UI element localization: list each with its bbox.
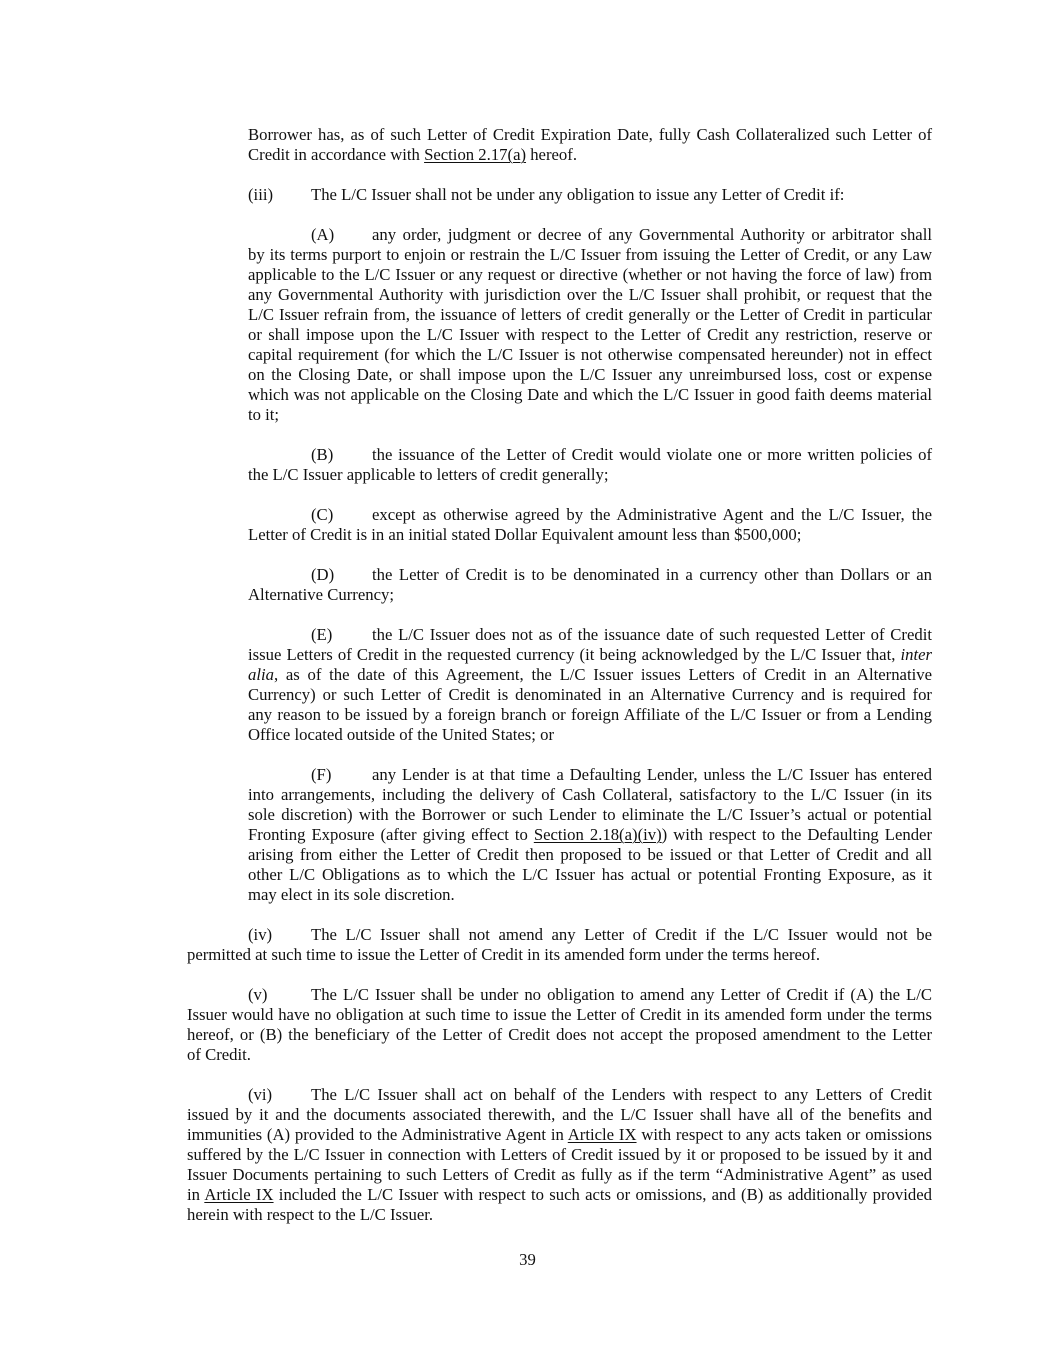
line-text: L/C Issuer refrain from, the issuance of letters of credit generally or the Letter of Credit in particular: [248, 305, 932, 324]
text-line: [187, 985, 932, 1005]
line-text: permitted at such time to issue the Letter of Credit in its amended form under the terms hereof.: [187, 945, 821, 964]
line-text: Issuer Documents pertaining to such Letters of Credit as fully as if the term “Administrative Agent” as used: [187, 1165, 932, 1184]
clause-b: [248, 445, 932, 485]
text-line: [248, 705, 932, 725]
line-text: of Credit.: [187, 1045, 251, 1064]
text-line: [187, 1105, 932, 1125]
text-line: [187, 1185, 932, 1205]
clause-v: [187, 985, 932, 1065]
text-line: [248, 865, 932, 885]
line-text: Alternative Currency;: [248, 585, 394, 604]
clause-marker: (F): [311, 765, 332, 784]
line-text: included the L/C Issuer with respect to such acts or omissions, and (B) as additionally provided: [273, 1185, 932, 1204]
text-line: [187, 1025, 932, 1045]
text-line: [248, 525, 932, 545]
line-text: , as of the date of this Agreement, the L/C Issuer issues Letters of Credit in an Alternative: [273, 665, 932, 684]
line-text: any reason to be issued by a foreign branch or foreign Affiliate of the L/C Issuer or from a Lending: [248, 705, 932, 724]
line-text: any order, judgment or decree of any Governmental Authority or arbitrator shall: [372, 225, 932, 244]
text-line: [187, 1045, 932, 1065]
line-text: hereof, or (B) the beneficiary of the Letter of Credit does not accept the proposed amendment to the Letter: [187, 1025, 932, 1044]
line-text: hereof.: [526, 145, 577, 164]
clause-e: [248, 625, 932, 745]
line-text: the issuance of the Letter of Credit would violate one or more written policies of: [372, 445, 932, 464]
clause-marker: (C): [311, 505, 334, 524]
clause-c: [248, 505, 932, 545]
text-line: [187, 1085, 932, 1105]
line-text: Letter of Credit is in an initial stated Dollar Equivalent amount less than $500,000;: [248, 525, 802, 544]
text-line: [248, 845, 932, 865]
line-text: any Governmental Authority with jurisdiction over the L/C Issuer shall prohibit, or request that the: [248, 285, 932, 304]
line-text: may elect in its sole discretion.: [248, 885, 455, 904]
clause-marker: (v): [248, 985, 268, 1004]
line-text: to it;: [248, 405, 280, 424]
clause-marker: (A): [311, 225, 335, 244]
text-line: [248, 805, 932, 825]
text-line: [248, 625, 932, 645]
text-line: [248, 225, 932, 245]
line-text: The L/C Issuer shall not be under any obligation to issue any Letter of Credit if:: [311, 185, 845, 204]
emphasis-text: alia: [248, 665, 274, 684]
clause-vi: [187, 1085, 932, 1225]
line-text: the Letter of Credit is to be denominated in a currency other than Dollars or an: [372, 565, 932, 584]
clause-marker: (E): [311, 625, 333, 644]
text-line: [248, 645, 932, 665]
line-text: Currency) or such Letter of Credit is denominated in an Alternative Currency and is required for: [248, 685, 932, 704]
text-line: [248, 565, 932, 585]
text-line: [248, 445, 932, 465]
clause-a: [248, 225, 932, 425]
text-line: [248, 405, 932, 425]
line-text: issue Letters of Credit in the requested currency (it being acknowledged by the L/C Issuer that,: [248, 645, 901, 664]
line-text: into arrangements, including the delivery of Cash Collateral, satisfactory to the L/C Issuer (in its: [248, 785, 932, 804]
text-line: [187, 945, 932, 965]
line-text: ) with respect to the Defaulting Lender: [661, 825, 932, 844]
document-body: [0, 125, 1055, 1245]
line-text: applicable to the L/C Issuer or any request or directive (whether or not having the force of law) from: [248, 265, 932, 284]
cross-reference: Article IX: [204, 1185, 274, 1204]
text-line: [248, 285, 932, 305]
line-text: Borrower has, as of such Letter of Credit Expiration Date, fully Cash Collateralized such Letter of: [248, 125, 932, 144]
text-line: [248, 685, 932, 705]
page-number: 39: [519, 1250, 536, 1269]
line-text: Office located outside of the United States; or: [248, 725, 555, 744]
line-text: the L/C Issuer does not as of the issuance date of such requested Letter of Credit: [372, 625, 932, 644]
clause-continuation: [248, 125, 932, 165]
text-line: [187, 1145, 932, 1165]
line-text: with respect to any acts taken or omissions: [636, 1125, 932, 1144]
line-text: on the Closing Date, or shall impose upon the L/C Issuer any unreimbursed loss, cost or expense: [248, 365, 932, 384]
emphasis-text: inter: [900, 645, 932, 664]
text-line: [248, 345, 932, 365]
clause-iv: [187, 925, 932, 965]
cross-reference: Section 2.18(a)(iv): [533, 825, 662, 844]
line-text: by its terms purport to enjoin or restrain the L/C Issuer from issuing the Letter of Credit, or any Law: [248, 245, 932, 264]
line-text: Fronting Exposure (after giving effect to: [248, 825, 534, 844]
clause-f: [248, 765, 932, 905]
line-text: arising from either the Letter of Credit then proposed to be issued or that Letter of Credit and all: [248, 845, 932, 864]
text-line: [248, 785, 932, 805]
cross-reference: Section 2.17(a): [424, 145, 527, 164]
line-text: The L/C Issuer shall be under no obligation to amend any Letter of Credit if (A) the L/C: [311, 985, 932, 1004]
text-line: [248, 125, 932, 145]
line-text: in: [187, 1185, 205, 1204]
text-line: [248, 385, 932, 405]
text-line: [187, 185, 932, 205]
text-line: [187, 925, 932, 945]
line-text: sole discretion) with the Borrower or such Lender to eliminate the L/C Issuer’s actual or potential: [248, 805, 932, 824]
line-text: which was not applicable on the Closing Date and which the L/C Issuer in good faith deems material: [248, 385, 932, 404]
line-text: issued by it and the documents associated therewith, and the L/C Issuer shall have all of the benefits and: [187, 1105, 932, 1124]
clause-iii: [187, 185, 932, 205]
text-line: [187, 1005, 932, 1025]
line-text: any Lender is at that time a Defaulting Lender, unless the L/C Issuer has entered: [372, 765, 932, 784]
text-line: [248, 145, 932, 165]
clause-marker: (B): [311, 445, 334, 464]
text-line: [248, 325, 932, 345]
text-line: [248, 265, 932, 285]
text-line: [187, 1165, 932, 1185]
line-text: The L/C Issuer shall act on behalf of the Lenders with respect to any Letters of Credit: [311, 1085, 932, 1104]
line-text: herein with respect to the L/C Issuer.: [187, 1205, 434, 1224]
clause-marker: (vi): [248, 1085, 273, 1104]
cross-reference: Article IX: [567, 1125, 637, 1144]
text-line: [248, 885, 932, 905]
text-line: [187, 1125, 932, 1145]
line-text: The L/C Issuer shall not amend any Letter of Credit if the L/C Issuer would not be: [311, 925, 932, 944]
clause-d: [248, 565, 932, 605]
text-line: [248, 465, 932, 485]
line-text: the L/C Issuer applicable to letters of credit generally;: [248, 465, 609, 484]
clause-marker: (iii): [248, 185, 274, 204]
text-line: [248, 665, 932, 685]
line-text: capital requirement (for which the L/C Issuer is not otherwise compensated hereunder) not in effect: [248, 345, 932, 364]
line-text: except as otherwise agreed by the Administrative Agent and the L/C Issuer, the: [372, 505, 932, 524]
text-line: [248, 585, 932, 605]
clause-marker: (D): [311, 565, 335, 584]
line-text: other L/C Obligations as to which the L/C Issuer has actual or potential Fronting Exposure, as it: [248, 865, 932, 884]
text-line: [248, 305, 932, 325]
text-line: [248, 825, 932, 845]
line-text: suffered by the L/C Issuer in connection with Letters of Credit issued by it or proposed to be issued by it and: [187, 1145, 932, 1164]
text-line: [248, 245, 932, 265]
text-line: [248, 505, 932, 525]
line-text: immunities (A) provided to the Administrative Agent in: [187, 1125, 568, 1144]
text-line: [248, 725, 932, 745]
clause-marker: (iv): [248, 925, 273, 944]
line-text: or shall impose upon the L/C Issuer with respect to the Letter of Credit any restriction, reserve or: [248, 325, 932, 344]
text-line: [248, 365, 932, 385]
text-line: [248, 765, 932, 785]
line-text: Credit in accordance with: [248, 145, 425, 164]
text-line: [187, 1205, 932, 1225]
line-text: Issuer would have no obligation at such time to issue the Letter of Credit in its amended form under the terms: [187, 1005, 932, 1024]
